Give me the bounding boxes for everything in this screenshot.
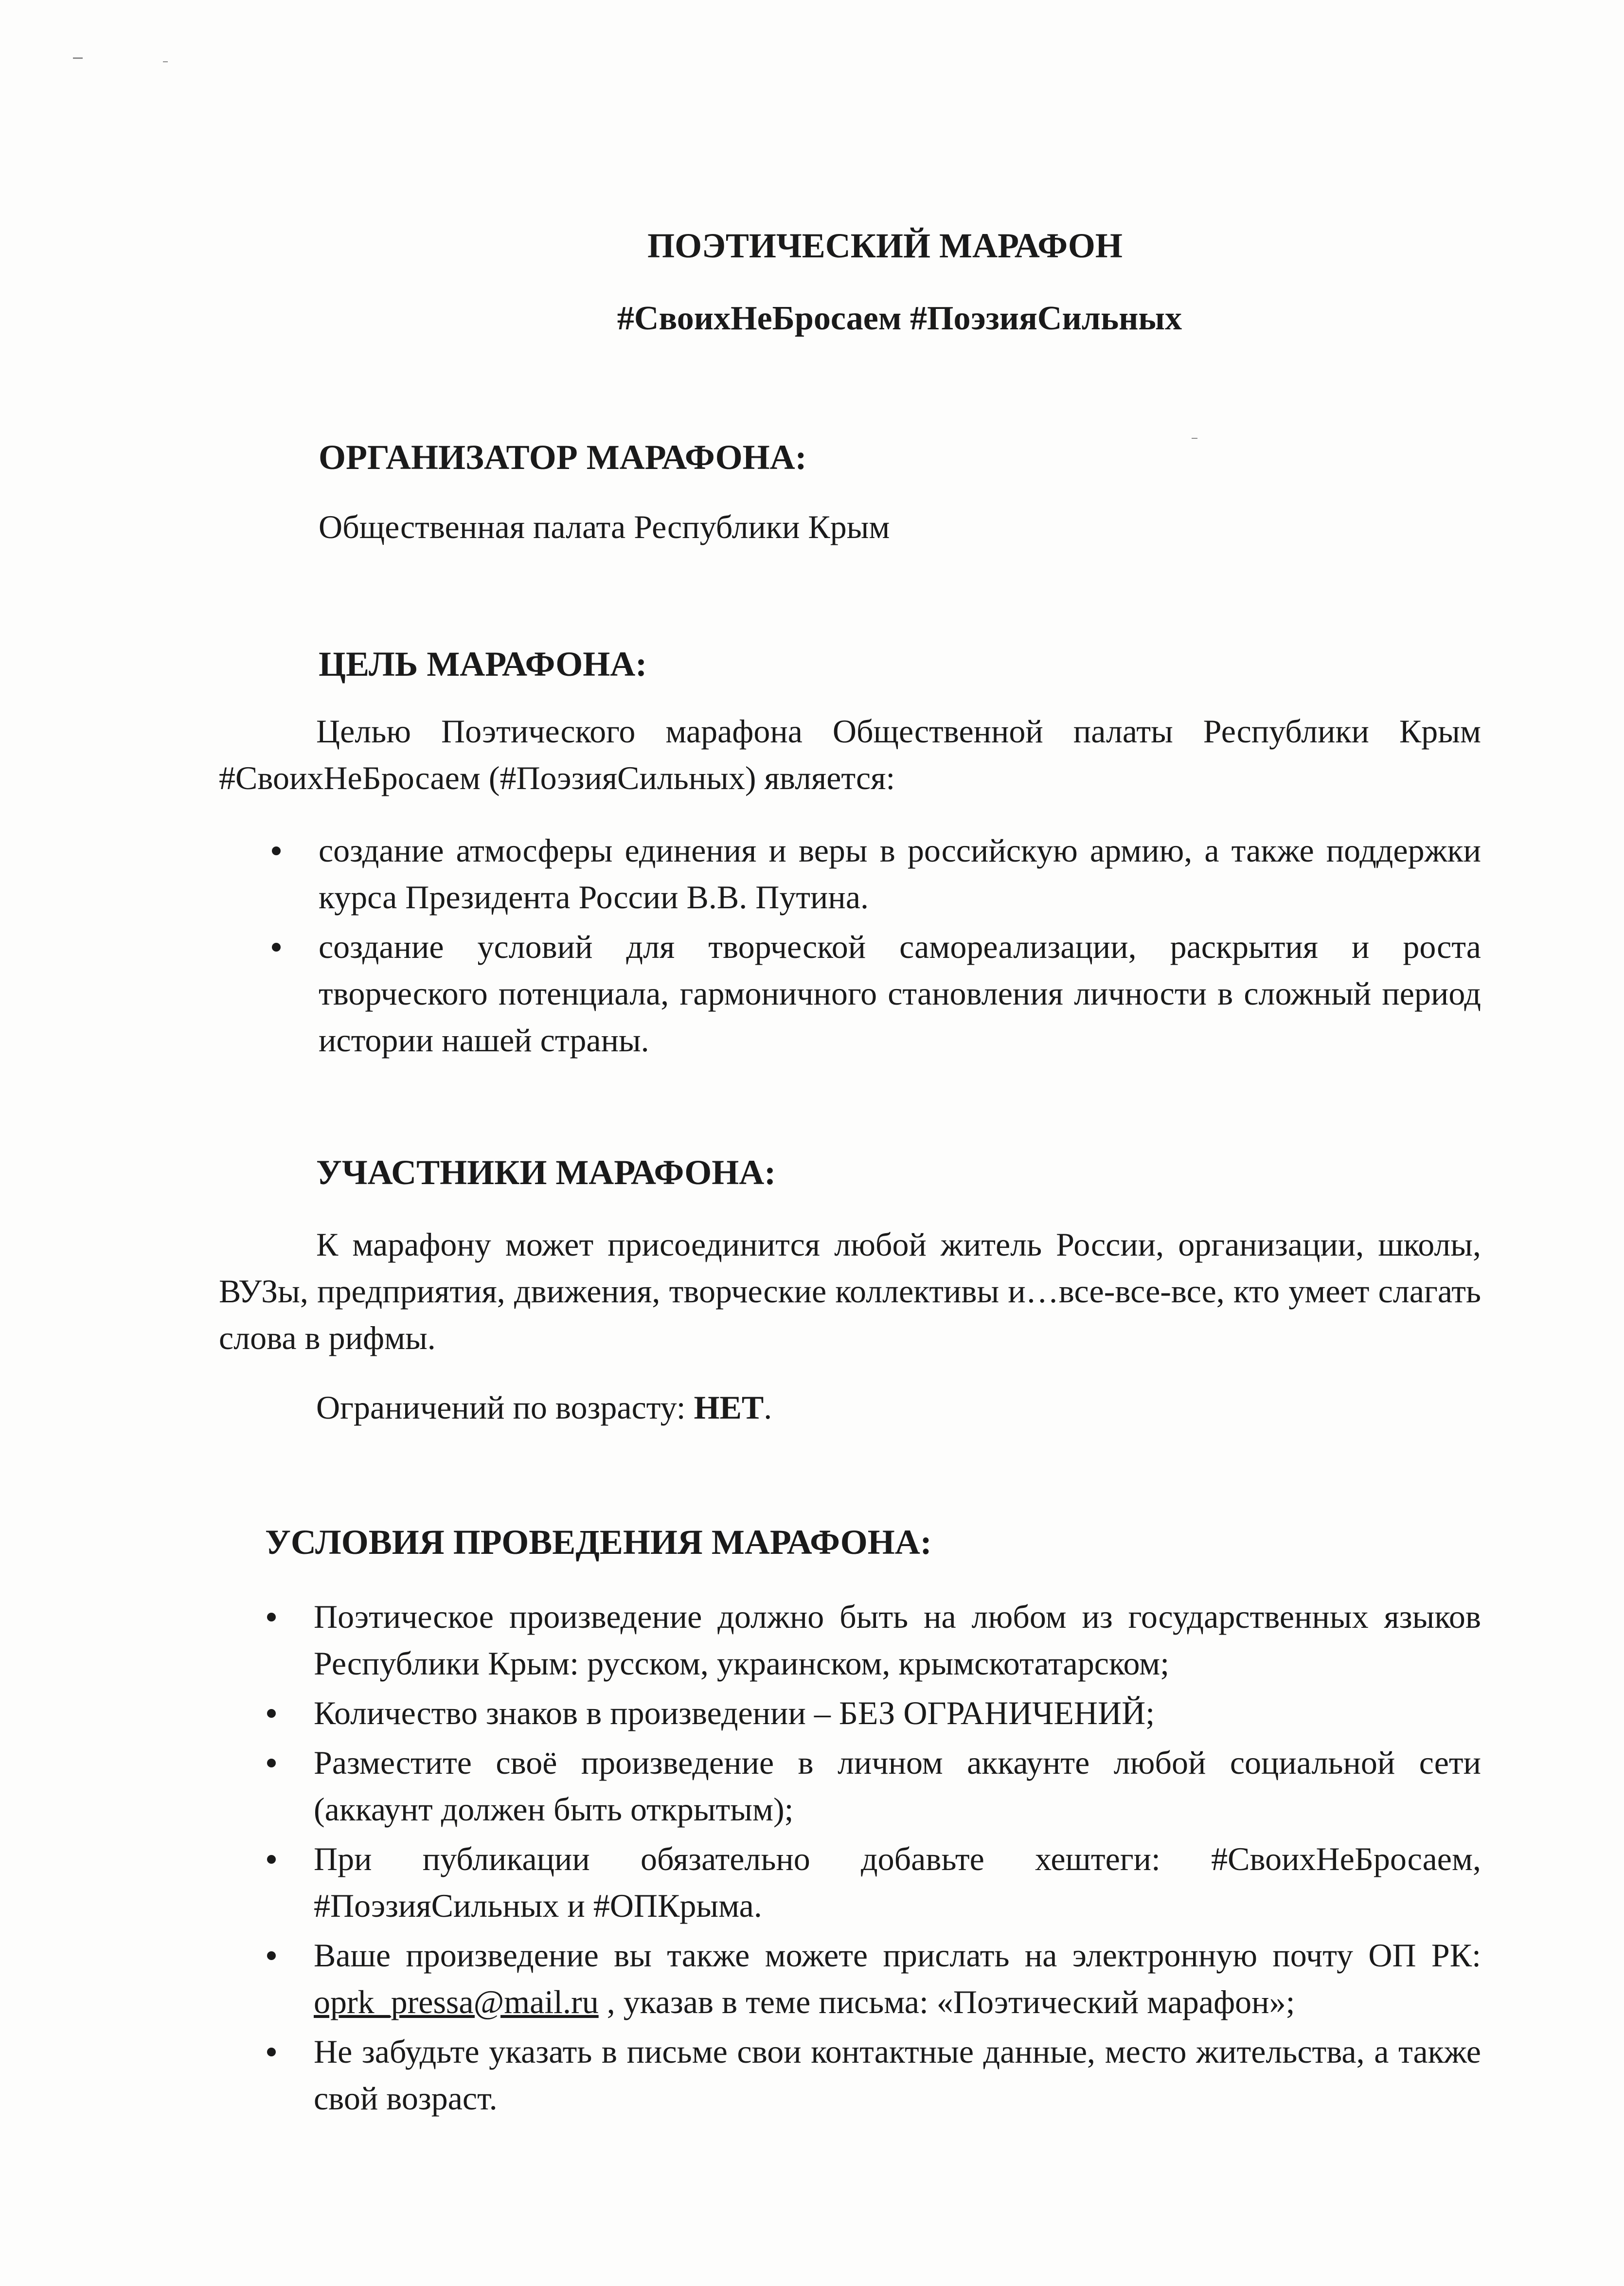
scan-speck (1192, 438, 1197, 439)
goal-item: создание условий для творческой самореализации, раскрытия и роста творческого потенциала, гармоничного становления личности в сложный период истории нашей страны. (319, 923, 1481, 1063)
age-restriction (316, 1384, 772, 1431)
condition-item: Количество знаков в произведении – БЕЗ ОГРАНИЧЕНИЙ; (314, 1690, 1481, 1736)
scan-speck (163, 61, 168, 62)
document-title: ПОЭТИЧЕСКИЙ МАРАФОН (647, 226, 1123, 265)
email-item-before: Ваше произведение вы также можете прислать на электронную почту ОП РК: (314, 1937, 1481, 1974)
organizer-heading: ОРГАНИЗАТОР МАРАФОНА: (319, 438, 807, 477)
document-hashtags: #СвоихНеБросаем #ПоэзияСильных (617, 300, 1182, 337)
condition-item: При публикации обязательно добавьте хештеги: #СвоихНеБросаем, #ПоэзияСильных и #ОПКрыма. (314, 1836, 1481, 1929)
conditions-heading: УСЛОВИЯ ПРОВЕДЕНИЯ МАРАФОНА: (265, 1523, 932, 1562)
goal-intro: Целью Поэтического марафона Общественной палаты Республики Крым #СвоихНеБросаем (#ПоэзияСильных) является: (219, 713, 1481, 796)
participants-text: К марафону может присоединится любой житель России, организации, школы, ВУЗы, предприятия, движения, творческие коллективы и…все-все-все, кто умеет слагать слова в рифмы. (219, 1226, 1481, 1356)
age-label: Ограничений по возрасту: (316, 1389, 694, 1426)
scan-speck (73, 57, 83, 59)
age-value: НЕТ (694, 1389, 764, 1426)
condition-item: Разместите своё произведение в личном аккаунте любой социальной сети (аккаунт должен быть открытым); (314, 1739, 1481, 1833)
condition-item: Не забудьте указать в письме свои контактные данные, место жительства, а также свой возраст. (314, 2028, 1481, 2122)
email-link[interactable]: oprk_pressa@mail.ru (314, 1983, 599, 2020)
organizer-text: Общественная палата Республики Крым (319, 508, 890, 545)
goal-list (319, 827, 1481, 1066)
condition-item: Поэтическое произведение должно быть на любом из государственных языков Республики Крым: русском, украинском, крымскотатарском; (314, 1593, 1481, 1687)
condition-item-email (314, 1932, 1481, 2025)
conditions-list (314, 1593, 1481, 2124)
age-end: . (764, 1389, 772, 1426)
email-item-after: , указав в теме письма: «Поэтический марафон»; (598, 1983, 1295, 2020)
participants-heading: УЧАСТНИКИ МАРАФОНА: (316, 1153, 776, 1192)
goal-item: создание атмосферы единения и веры в российскую армию, а также поддержки курса Президента России В.В. Путина. (319, 827, 1481, 920)
goal-heading: ЦЕЛЬ МАРАФОНА: (319, 645, 647, 684)
